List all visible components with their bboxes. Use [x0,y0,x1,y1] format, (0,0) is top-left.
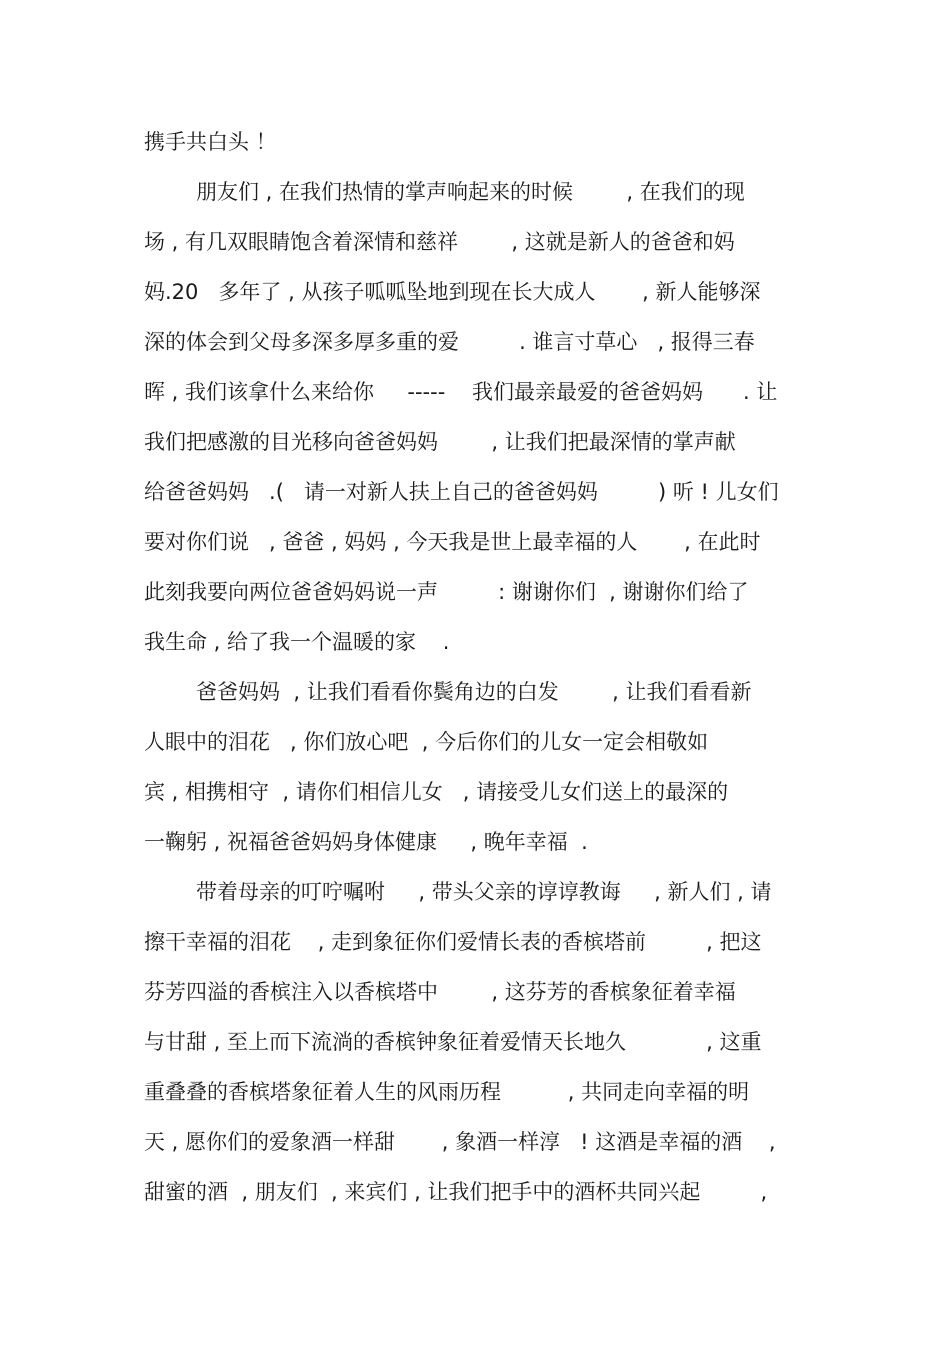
text-line: 妈.20 多年了 , 从孩子呱呱坠地到现在长大成人 , 新人能够深 [144,280,761,304]
text-line: 人眼中的泪花 , 你们放心吧 , 今后你们的儿女一定会相敬如 [144,730,709,754]
text-line: 芬芳四溢的香槟注入以香槟塔中 , 这芬芳的香槟象征着幸福 [144,980,736,1004]
paragraph-start-line: 带着母亲的叮咛嘱咐 , 带头父亲的谆谆教诲 , 新人们 , 请 [196,880,772,904]
text-line: 我们把感激的目光移向爸爸妈妈 , 让我们把最深情的掌声献 [144,430,736,454]
text-line: 晖 , 我们该拿什么来给你 ----- 我们最亲最爱的爸爸妈妈 . 让 [144,380,778,404]
text-line: 天 , 愿你们的爱象酒一样甜 , 象酒一样淳 ! 这酒是幸福的酒 , [144,1130,776,1154]
text-line: 要对你们说 , 爸爸 , 妈妈 , 今天我是世上最幸福的人 , 在此时 [144,530,761,554]
text-line: 甜蜜的酒 , 朋友们 , 来宾们 , 让我们把手中的酒杯共同兴起 , [144,1180,768,1204]
text-line: 与甘甜 , 至上而下流淌的香槟钟象征着爱情天长地久 , 这重 [144,1030,762,1054]
paragraph-start-line: 朋友们 , 在我们热情的掌声响起来的时候 , 在我们的现 [196,180,745,204]
text-line: 携手共白头 ！ [144,130,277,154]
text-line: 深的体会到父母多深多厚多重的爱 . 谁言寸草心 , 报得三春 [144,330,755,354]
text-line: 一鞠躬 , 祝福爸爸妈妈身体健康 , 晚年幸福 . [144,830,588,854]
text-line: 给爸爸妈妈 .( 请一对新人扶上自己的爸爸妈妈 ) 听 ! 儿女们 [144,480,779,504]
text-line: 此刻我要向两位爸爸妈妈说一声 : 谢谢你们 , 谢谢你们给了 [144,580,749,604]
text-line: 擦干幸福的泪花 , 走到象征你们爱情长表的香槟塔前 , 把这 [144,930,762,954]
text-line: 重叠叠的香槟塔象征着人生的风雨历程 , 共同走向幸福的明 [144,1080,750,1104]
text-line: 宾 , 相携相守 , 请你们相信儿女 , 请接受儿女们送上的最深的 [144,780,729,804]
text-line: 场 , 有几双眼睛饱含着深情和慈祥 , 这就是新人的爸爸和妈 [144,230,735,254]
text-line: 我生命 , 给了我一个温暖的家 . [144,630,450,654]
paragraph-start-line: 爸爸妈妈 , 让我们看看你鬓角边的白发 , 让我们看看新 [196,680,752,704]
